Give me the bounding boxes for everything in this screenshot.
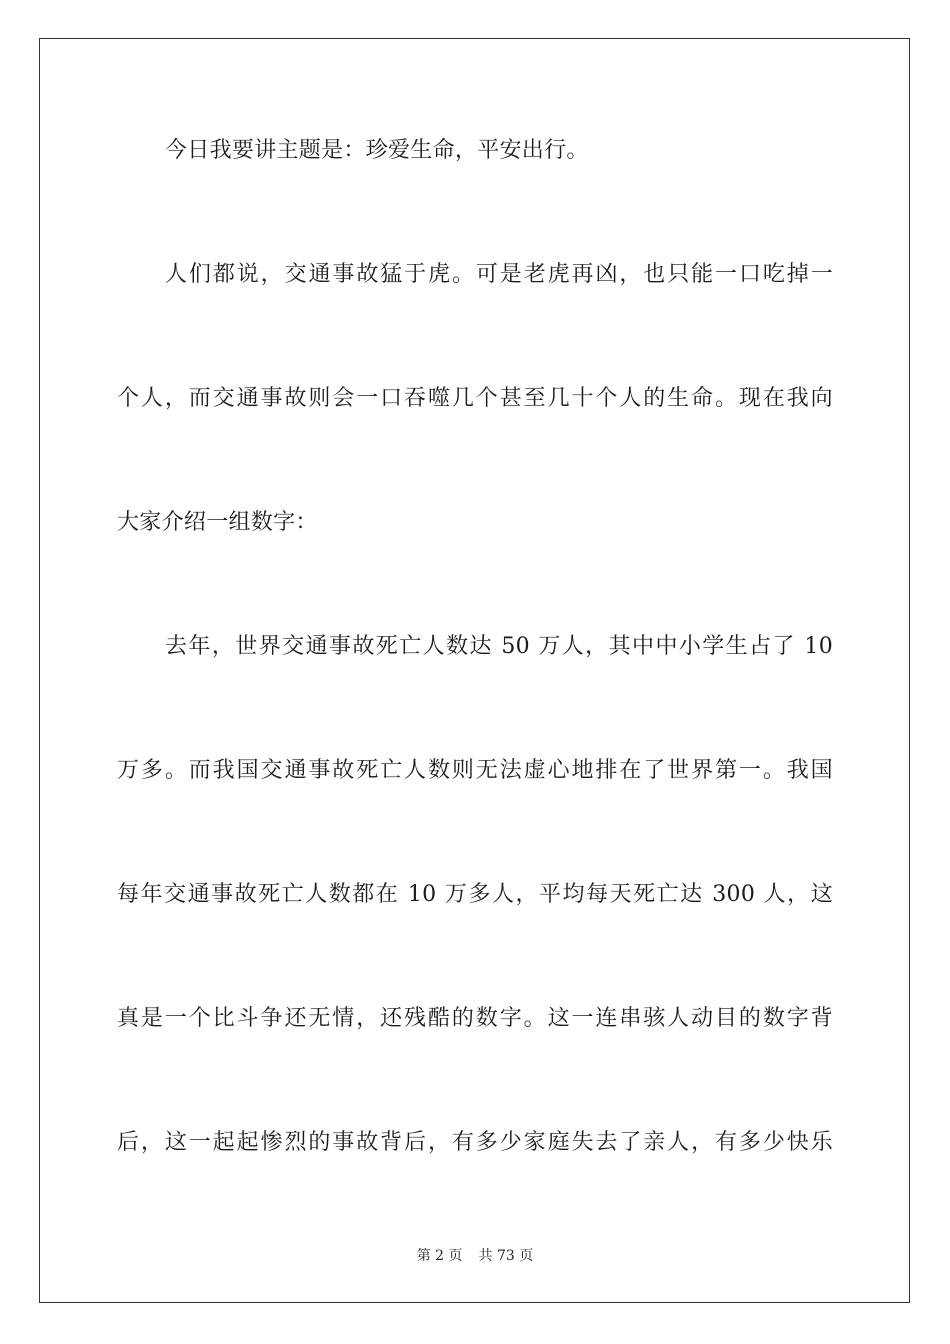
page-border: [39, 38, 910, 1303]
page-number: 第 2 页: [416, 1248, 463, 1264]
paragraph-line-4: 大家介绍一组数字：: [117, 510, 318, 535]
paragraph-line-5: 去年，世界交通事故死亡人数达 50 万人，其中中小学生占了 10: [165, 634, 833, 659]
paragraph-line-8: 真是一个比斗争还无情，还残酷的数字。这一连串骇人动目的数字背: [117, 1006, 833, 1031]
page-total: 共 73 页: [478, 1248, 534, 1264]
paragraph-line-6: 万多。而我国交通事故死亡人数则无法虚心地排在了世界第一。我国: [117, 758, 833, 783]
paragraph-line-1: 今日我要讲主题是：珍爱生命，平安出行。: [165, 138, 589, 163]
paragraph-line-2: 人们都说，交通事故猛于虎。可是老虎再凶，也只能一口吃掉一: [165, 262, 833, 287]
page-footer: [0, 1246, 950, 1266]
paragraph-line-9: 后，这一起起惨烈的事故背后，有多少家庭失去了亲人，有多少快乐: [117, 1130, 833, 1155]
paragraph-line-7: 每年交通事故死亡人数都在 10 万多人，平均每天死亡达 300 人，这: [117, 882, 833, 907]
paragraph-line-3: 个人，而交通事故则会一口吞噬几个甚至几十个人的生命。现在我向: [117, 386, 833, 411]
